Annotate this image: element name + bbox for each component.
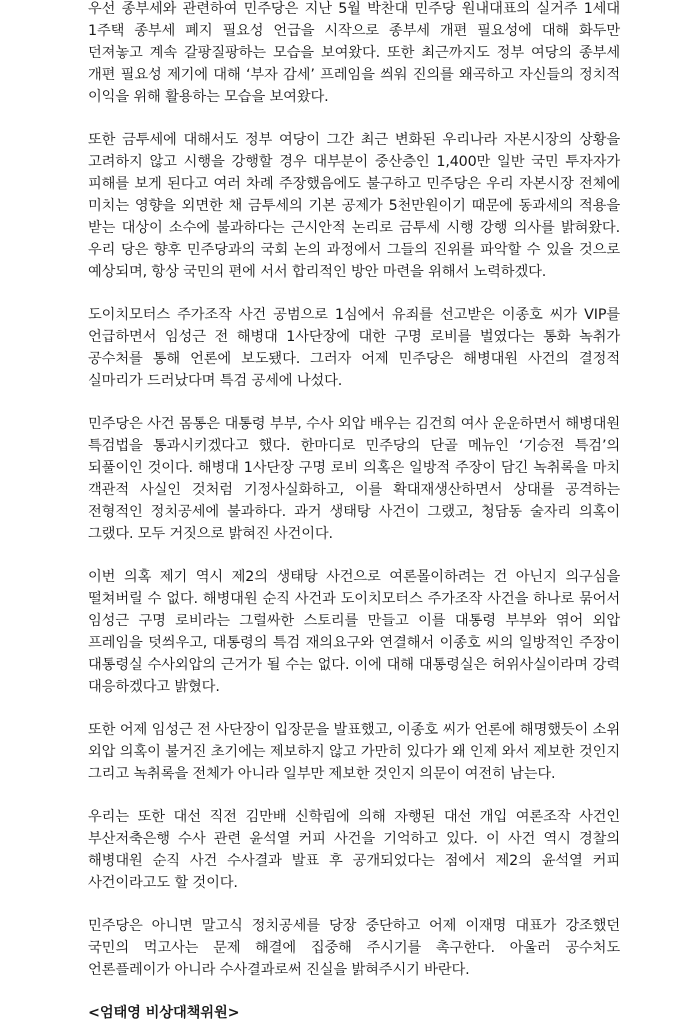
paragraph-closing-demand: 민주당은 아니면 말고식 정치공세를 당장 중단하고 어제 이재명 대표가 강조했던 국민의 먹고사는 문제 해결에 집중해 주시기를 촉구한다. 아울러 공수처도 언론플레이가 아니라 수사결과로써 진실을 밝혀주시기 바란다.	[88, 918, 620, 978]
signature: <엄태영 비상대책위원>	[88, 1005, 240, 1021]
paragraph-special-prosecutor-offensive: 민주당은 사건 몸통은 대통령 부부, 수사 외압 배우는 김건희 여사 운운하면서 해병대원 특검법을 통과시키겠다고 했다. 한마디로 민주당의 단골 메뉴인 ‘기승전 특검’의 되풀이인 것이다. 해병대 1사단장 구명 로비 의혹은 일방적 주장이 담긴 녹취록을 마치 객관적 사실인 것처럼 기정사실화하고, 이를 확대재생산하면서 상대를 공격하는 전형적인 정치공세에 불과하다. 과거 생태탕 사건이 그랬고, 청담동 술자리 의혹이 그랬다. 모두 거짓으로 밝혀진 사건이다.	[88, 416, 620, 542]
document-body	[88, 0, 620, 1024]
paragraph-financial-investment-tax: 또한 금투세에 대해서도 정부 여당이 그간 최근 변화된 우리나라 자본시장의 상황을 고려하지 않고 시행을 강행할 경우 대부분이 중산층인 1,400만 일반 국민 투자자가 피해를 보게 된다고 여러 차례 주장했음에도 불구하고 민주당은 우리 자본시장 전체에 미치는 영향을 외면한 채 금투세의 기본 공제가 5천만원이기 때문에 동과세의 적용을 받는 대상이 소수에 불과하다는 근시안적 논리로 금투세 시행 강행 의사를 밝혀왔다. 우리 당은 향후 민주당과의 국회 논의 과정에서 그들의 진위를 파악할 수 있을 것으로 예상되며, 항상 국민의 편에 서서 합리적인 방안 마련을 위해서 노력하겠다.	[88, 132, 620, 280]
paragraph-public-opinion-manipulation: 이번 의혹 제기 역시 제2의 생태탕 사건으로 여론몰이하려는 건 아닌지 의구심을 떨쳐버릴 수 없다. 해병대원 순직 사건과 도이치모터스 주가조작 사건을 하나로 묶어서 임성근 구명 로비라는 그럴싸한 스토리를 만들고 이를 대통령 부부와 엮어 외압 프레임을 덧씌우고, 대통령의 특검 재의요구와 연결해서 이종호 씨의 일방적인 주장이 대통령실 수사외압의 근거가 될 수는 없다. 이에 대해 대통령실은 허위사실이라며 강력 대응하겠다고 밝혔다.	[88, 569, 620, 695]
paragraph-statement-doubts: 또한 어제 임성근 전 사단장이 입장문을 발표했고, 이종호 씨가 언론에 해명했듯이 소위 외압 의혹이 불거진 초기에는 제보하지 않고 가만히 있다가 왜 인제 와서 제보한 것인지 그리고 녹취록을 전체가 아니라 일부만 제보한 것인지 의문이 여전히 남는다.	[88, 722, 620, 782]
paragraph-deutsch-motors-recording: 도이치모터스 주가조작 사건 공범으로 1심에서 유죄를 선고받은 이종호 씨가 VIP를 언급하면서 임성근 전 해병대 1사단장에 대한 구명 로비를 벌였다는 통화 녹취가 공수처를 통해 언론에 보도됐다. 그러자 어제 민주당은 해병대원 사건의 결정적 실마리가 드러났다며 특검 공세에 나섰다.	[88, 307, 620, 389]
paragraph-comprehensive-property-tax: 우선 종부세와 관련하여 민주당은 지난 5월 박찬대 민주당 원내대표의 실거주 1세대 1주택 종부세 폐지 필요성 언급을 시작으로 종부세 개편 필요성에 대해 화두만 던져놓고 계속 갈팡질팡하는 모습을 보여왔다. 또한 최근까지도 정부 여당의 종부세 개편 필요성 제기에 대해 ‘부자 감세’ 프레임을 씌워 진의를 왜곡하고 자신들의 정치적 이익을 위해 활용하는 모습을 보여왔다.	[88, 1, 620, 105]
paragraph-coffee-case: 우리는 또한 대선 직전 김만배 신학림에 의해 자행된 대선 개입 여론조작 사건인 부산저축은행 수사 관련 윤석열 커피 사건을 기억하고 있다. 이 사건 역시 경찰의 해병대원 순직 사건 수사결과 발표 후 공개되었다는 점에서 제2의 윤석열 커피 사건이라고도 할 것이다.	[88, 809, 620, 891]
